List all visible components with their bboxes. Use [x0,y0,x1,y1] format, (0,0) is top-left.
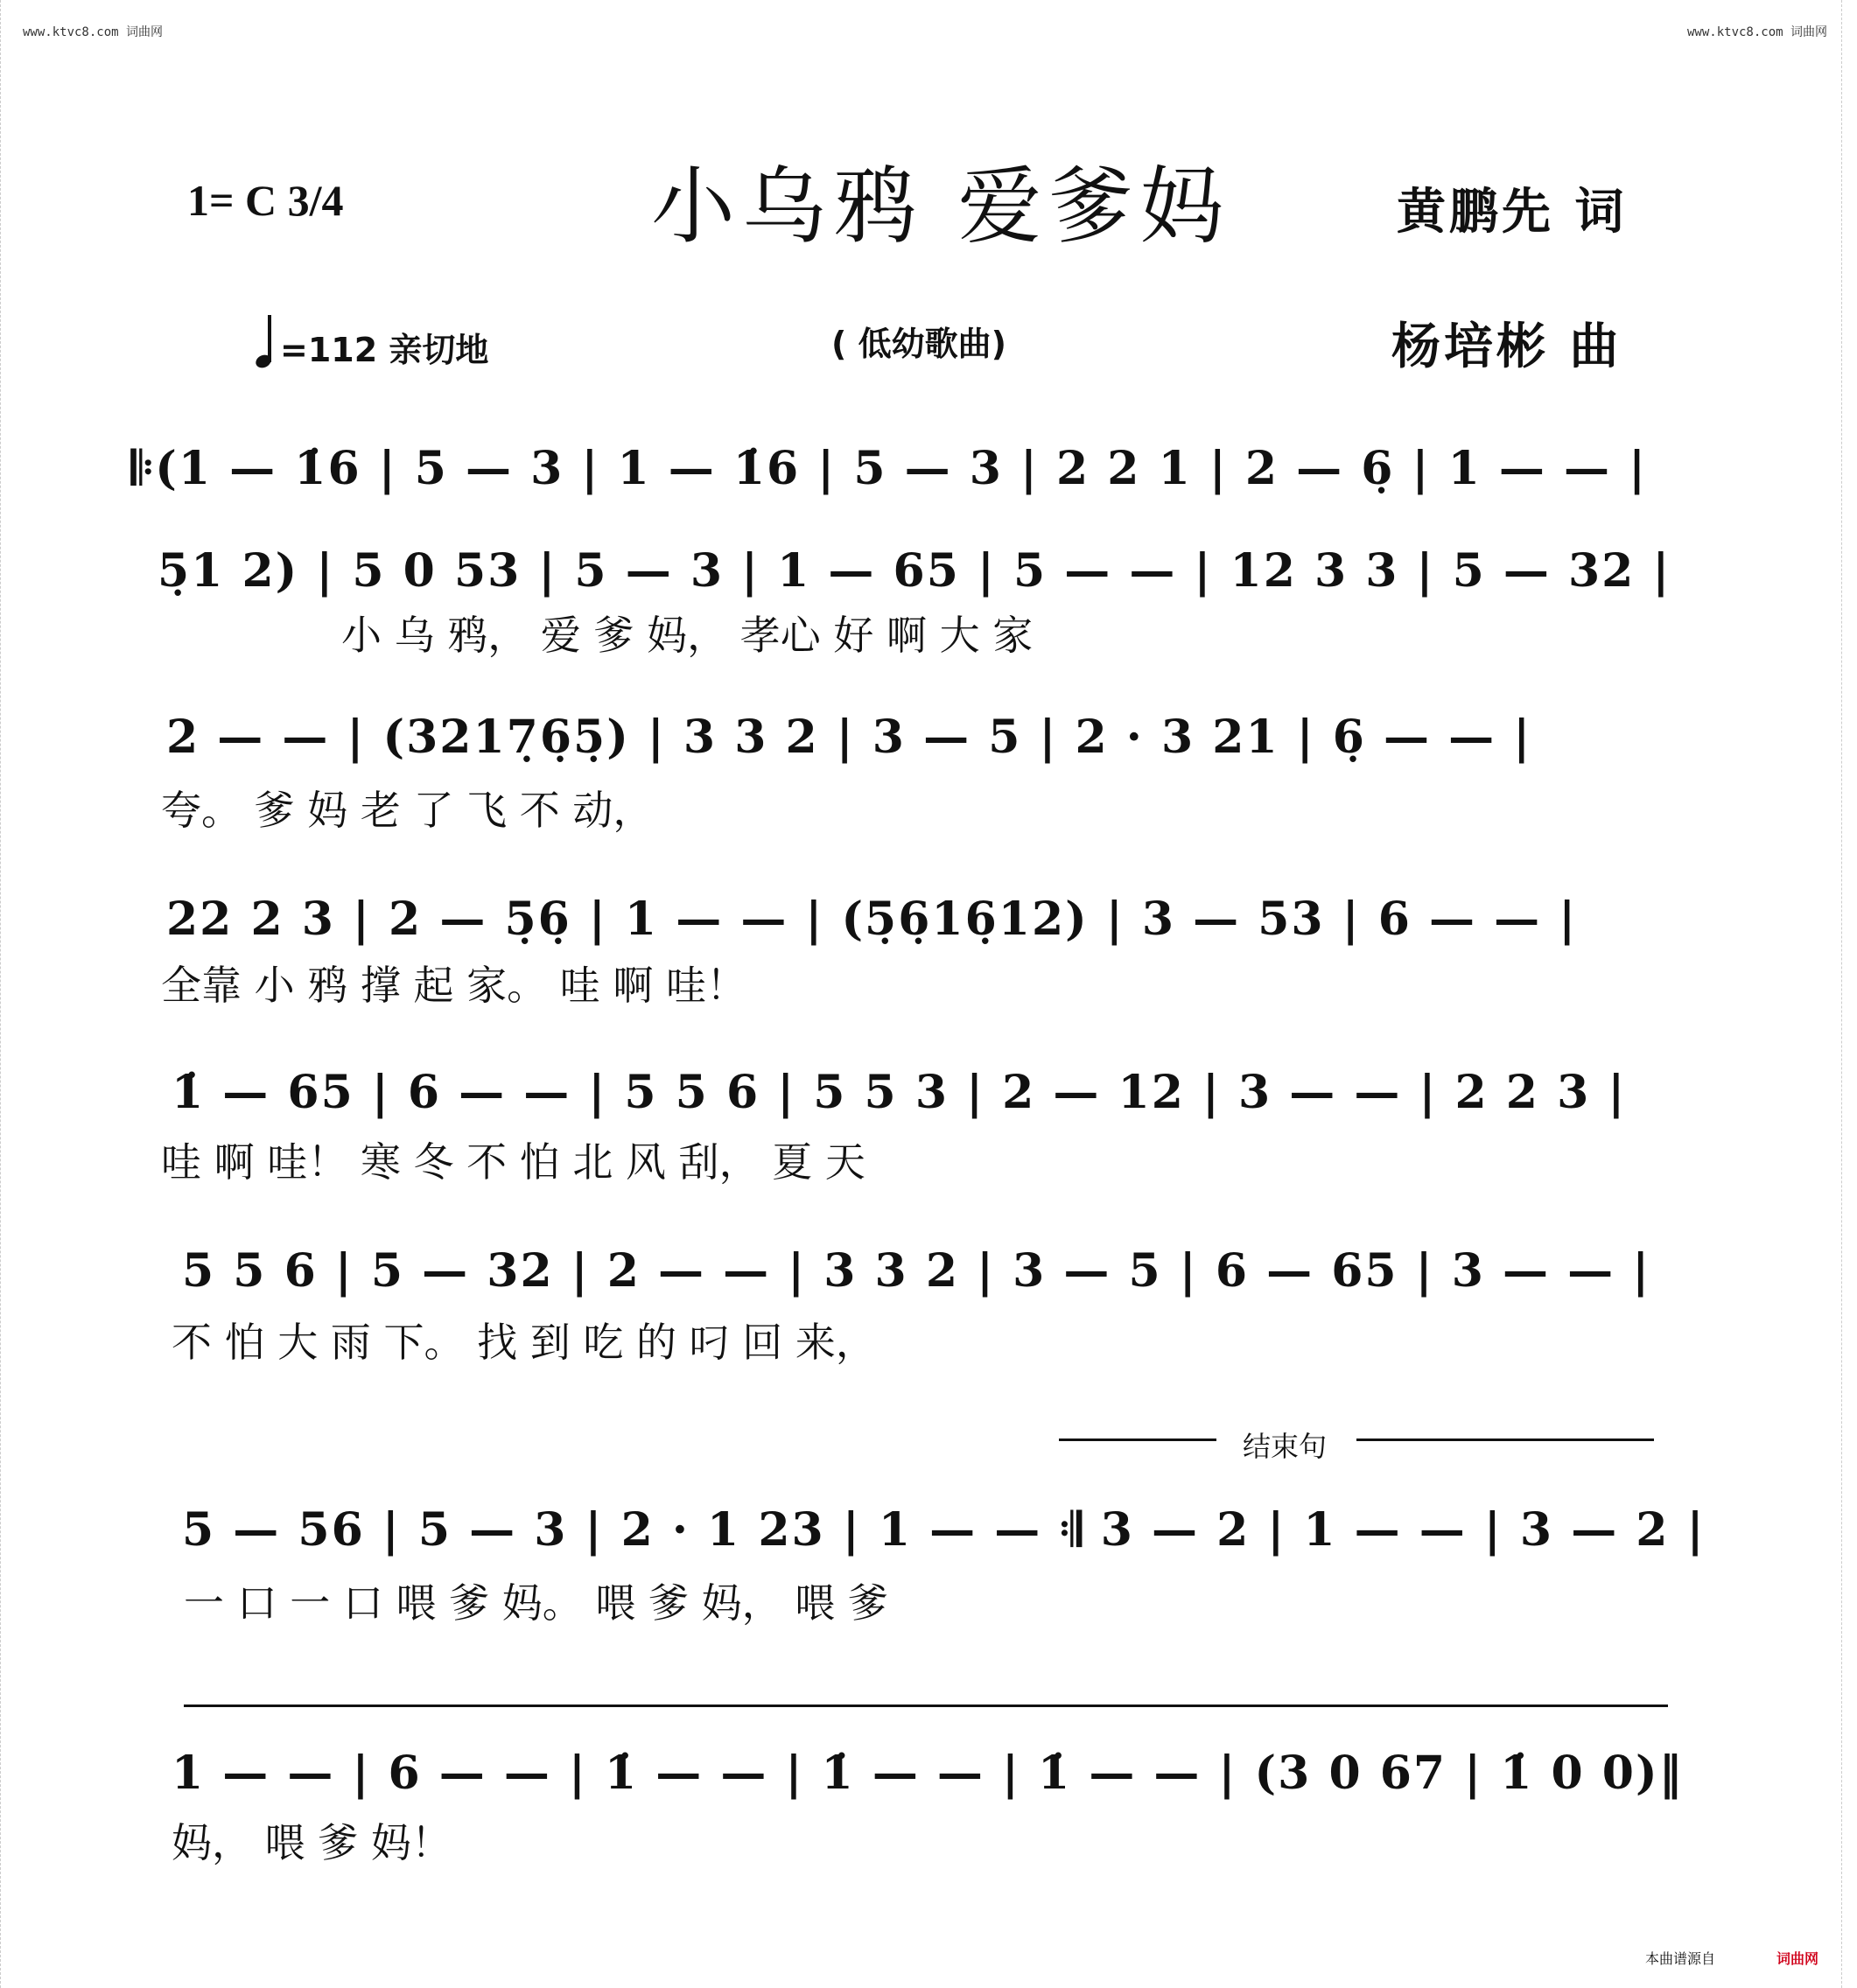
music-line-8: 1 — — | 6 — — | 1̇ — — | 1̇ — — | 1̇ — — | (3 0 67 | 1̇ 0 0)‖ [172,1746,1684,1800]
music-line-2: 5̣1 2) | 5 0 53 | 5 — 3 | 1 — 65 | 5 — — | 12 3 3 | 5 — 32 | [158,544,1671,598]
footer-source-label: 本曲谱源自 [1645,1950,1716,1967]
music-line-5: 1̇ — 65 | 6 — — | 5 5 6 | 5 5 3 | 2 — 12 | 3 — — | 2 2 3 | [172,1066,1627,1119]
lyric-line-3: 夸。 爹 妈 老 了 飞 不 动， [161,787,654,834]
song-genre: ( 低幼歌曲) [831,325,1006,363]
footer-site-link[interactable]: 词曲网 [1776,1950,1819,1967]
key-signature: 1= C 3/4 [187,176,344,225]
lyric-line-7: 一 口 一 口 喂 爹 妈。 喂 爹 妈， 喂 爹 [184,1579,888,1627]
tempo-text: =112 亲切地 [280,331,489,369]
music-line-6: 5 5 6 | 5 — 32 | 2 — — | 3 3 2 | 3 — 5 | 6 — 65 | 3 — — | [182,1244,1651,1298]
ending-bracket-right [1356,1438,1654,1441]
ending-label: 结束句 [1243,1430,1328,1463]
lyric-line-8: 妈， 喂 爹 妈！ [172,1819,452,1866]
left-margin-strip [0,0,15,1988]
ending-bracket-line [184,1704,1668,1707]
ending-bracket-left [1059,1438,1216,1441]
tempo-marking [254,315,488,371]
music-line-3: 2 — — | (3217̣6̣5̣) | 3 3 2 | 3 — 5 | 2 · 3 21 | 6̣ — — | [166,710,1532,764]
watermark-top-right: www.ktvc8.com 词曲网 [1687,25,1828,39]
right-margin-strip [1841,0,1856,1988]
composer-credit: 杨培彬 曲 [1391,318,1622,375]
music-line-1: 𝄆(1 — 1̇6 | 5 — 3 | 1 — 1̇6 | 5 — 3 | 2 2 1 | 2 — 6̣ | 1 — — | [131,442,1647,495]
lyric-line-6: 不 怕 大 雨 下。 找 到 吃 的 叼 回 来， [172,1319,876,1366]
lyric-line-2: 小 乌 鸦， 爱 爹 妈， 孝心 好 啊 大 家 [341,612,1034,659]
music-line-7: 5 — 56 | 5 — 3 | 2 · 1 23 | 1 — — 𝄇 3 — 2 | 1 — — | 3 — 2 | [182,1503,1706,1557]
song-title: 小乌鸦 爱爹妈 [651,158,1231,256]
lyric-line-5: 哇 啊 哇！ 寒 冬 不 怕 北 风 刮， 夏 天 [161,1138,865,1186]
quarter-note-icon [254,315,275,371]
music-line-4: 22 2 3 | 2 — 5̣6̣ | 1 — — | (5̣6̣16̣12) | 3 — 53 | 6 — — | [166,892,1578,946]
lyricist-credit: 黄鹏先 词 [1397,184,1628,241]
lyric-line-4: 全靠 小 鸦 撑 起 家。 哇 啊 哇！ [161,962,746,1009]
watermark-top-left: www.ktvc8.com 词曲网 [23,25,164,39]
